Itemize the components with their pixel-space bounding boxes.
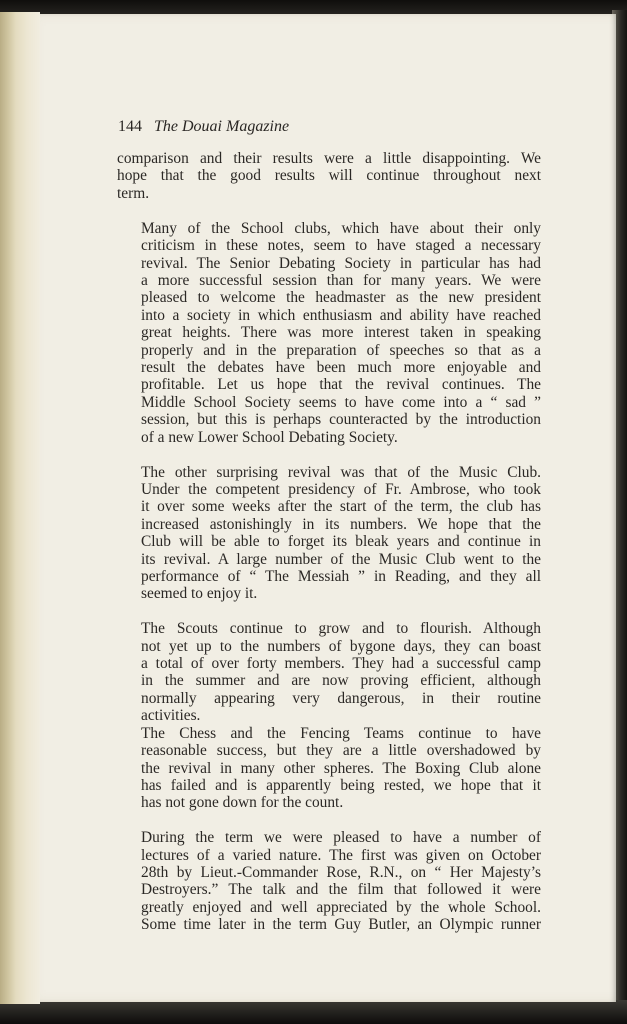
text-line: Destroyers.” The talk and the film that followed it were [141, 881, 541, 899]
paragraph [117, 829, 541, 933]
text-line: has failed and is apparently being rested, we hope that it [141, 776, 541, 794]
text-line: great heights. There was more interest taken in speaking [141, 324, 541, 342]
text-line: profitable. Let us hope that the revival continues. The [141, 376, 541, 394]
paragraph [117, 150, 541, 202]
text-line: increased astonishingly in its numbers. We hope that the [141, 515, 541, 533]
text-line: the revival in many other spheres. The Boxing Club alone [141, 759, 541, 777]
paragraph [117, 464, 541, 603]
text-line: performance of “ The Messiah ” in Reading, and they all [141, 567, 541, 585]
paragraph [117, 620, 541, 724]
text-line: Some time later in the term Guy Butler, an Olympic runner [141, 916, 541, 934]
text-line: reasonable success, but they are a little overshadowed by [141, 742, 541, 760]
text-line: revival. The Senior Debating Society in particular has had [141, 254, 541, 272]
text-line: Under the competent presidency of Fr. Ambrose, who took [141, 480, 541, 498]
paragraph [117, 220, 541, 446]
text-line: its revival. A large number of the Music Club went to the [141, 550, 541, 568]
text-line: Club will be able to forget its bleak years and continue in [141, 533, 541, 551]
text-line: term. [117, 184, 150, 202]
text-line: in the summer and are now proving efficient, although [141, 672, 541, 690]
text-line: Middle School Society seems to have come into a “ sad ” [141, 393, 541, 411]
body-text [117, 150, 541, 934]
text-line: The Scouts continue to grow and to flourish. Although [141, 620, 541, 638]
text-line: comparison and their results were a little disappointing. We [117, 150, 541, 167]
book-bottom-edge [0, 1000, 627, 1024]
text-line: session, but this is perhaps counteracted by the introduction [141, 411, 541, 429]
text-line: During the term we were pleased to have a number of [141, 829, 541, 847]
text-line: The Chess and the Fencing Teams continue to have [141, 724, 541, 742]
text-line: has not gone down for the count. [141, 794, 344, 812]
text-line: into a society in which enthusiasm and ability have reached [141, 306, 541, 324]
text-line: a more successful session than for many years. We were [141, 271, 541, 289]
text-line: of a new Lower School Debating Society. [141, 428, 398, 446]
text-line: a total of over forty members. They had a successful camp [141, 655, 541, 673]
text-line: result the debates have been much more enjoyable and [141, 358, 541, 376]
text-line: greatly enjoyed and well appreciated by the whole School. [141, 898, 541, 916]
text-line: 28th by Lieut.-Commander Rose, R.N., on “ Her Majesty’s [141, 864, 541, 882]
running-header [118, 118, 289, 136]
text-line: properly and in the preparation of speeches so that as a [141, 341, 541, 359]
text-line: The other surprising revival was that of the Music Club. [141, 463, 541, 481]
text-line: it over some weeks after the start of the term, the club has [141, 498, 541, 516]
text-line: seemed to enjoy it. [141, 585, 258, 603]
text-line: not yet up to the numbers of bygone days, they can boast [141, 637, 541, 655]
magazine-title: The Douai Magazine [154, 118, 290, 135]
text-line: lectures of a varied nature. The first was given on October [141, 846, 541, 864]
paragraph [117, 725, 541, 812]
text-line: pleased to welcome the headmaster as the new president [141, 289, 541, 307]
text-line: activities. [141, 707, 201, 725]
page-gutter [0, 12, 40, 1004]
text-line: normally appearing very dangerous, in their routine [141, 689, 541, 707]
page-number: 144 [118, 118, 142, 135]
text-line: Many of the School clubs, which have about their only [141, 219, 541, 237]
text-line: hope that the good results will continue throughout next [117, 167, 541, 185]
text-line: criticism in these notes, seem to have staged a necessary [141, 237, 541, 255]
